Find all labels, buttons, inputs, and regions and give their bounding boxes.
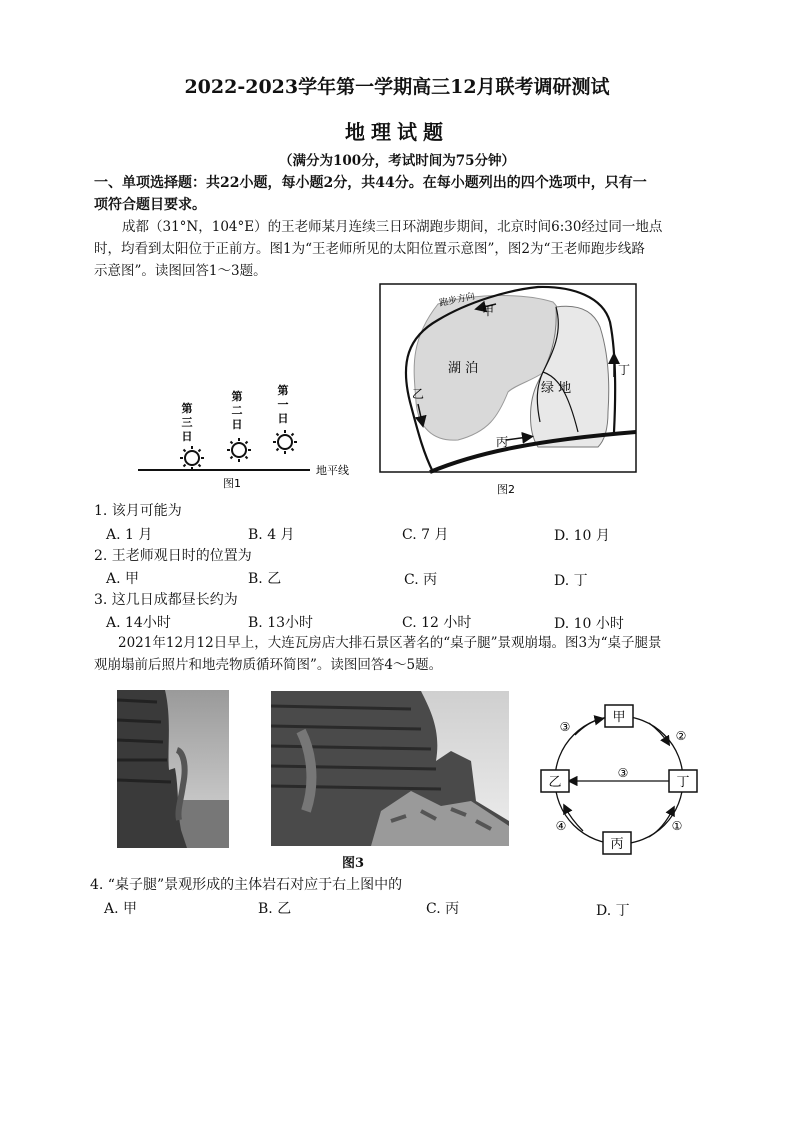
q3-option-c[interactable]: C. 12 小时 [402,615,472,631]
figure2-route-map [378,282,640,497]
q1-stem: 1. 该月可能为 [94,503,182,519]
label-circled-1: ① [671,819,683,833]
day3-label [182,401,193,443]
q2-option-c[interactable]: C. 丙 [404,572,438,588]
figure2-caption: 图2 [497,483,515,496]
svg-text:第: 第 [231,390,243,403]
passage1-line1: 成都（31°N，104°E）的王老师某月连续三日环湖跑步期间，北京时间6:30经过同一地点 [122,219,663,235]
node-ding: 丁 [676,775,690,790]
sun-icon-day3 [180,446,204,470]
q2-stem: 2. 王老师观日时的位置为 [94,548,252,564]
passage2-line1: 2021年12月12日早上，大连瓦房店大排石景区著名的“桌子腿”景观崩塌。图3为“桌子腿景 [118,635,662,651]
svg-text:一: 一 [277,398,289,411]
figure1-sun-positions [130,370,380,495]
day1-label [278,383,289,425]
node-yi: 乙 [548,775,562,790]
cycle-circle [555,716,683,844]
svg-text:二: 二 [231,404,243,417]
photo-before-collapse [117,690,229,848]
svg-text:日: 日 [181,430,193,443]
svg-text:第: 第 [277,384,289,397]
lake-label: 湖 泊 [448,361,479,376]
exam-title: 2022-2023学年第一学期高三12月联考调研测试 [184,76,610,98]
svg-text:三: 三 [181,416,193,429]
label-circled-3-mid: ③ [617,766,629,780]
figure3-caption: 图3 [342,856,365,871]
sun-icon-day2 [227,438,251,462]
q2-option-a[interactable]: A. 甲 [106,571,140,587]
q3-stem: 3. 这几日成都昼长约为 [94,592,238,608]
svg-text:第: 第 [181,402,193,415]
passage1-line3: 示意图”。读图回答1～3题。 [94,263,267,279]
passage2-line2: 观崩塌前后照片和地壳物质循环简图”。读图回答4～5题。 [94,657,443,673]
q4-option-d[interactable]: D. 丁 [596,903,630,919]
green-label: 绿 地 [541,381,572,396]
label-circled-4: ④ [555,819,567,833]
sun-icon-day1 [273,430,297,454]
q1-option-b[interactable]: B. 4 月 [248,527,295,543]
point-ding: 丁 [618,363,631,377]
horizon-label: 地平线 [316,464,349,477]
node-jia: 甲 [612,710,626,725]
rock-cycle-diagram [525,695,705,860]
q1-option-c[interactable]: C. 7 月 [402,527,449,543]
photo-after-collapse [271,691,509,846]
section-heading-line2: 项符合题目要求。 [94,197,206,213]
point-yi: 乙 [412,387,425,401]
point-bing: 丙 [496,435,509,449]
svg-text:日: 日 [277,412,289,425]
day2-label [232,389,243,431]
q3-option-d[interactable]: D. 10 小时 [554,616,624,632]
direction-label: 跑步方向 [438,291,476,309]
label-circled-3-top: ③ [559,720,571,734]
q3-option-a[interactable]: A. 14小时 [106,615,171,631]
q4-option-a[interactable]: A. 甲 [104,901,138,917]
q4-stem: 4. “桌子腿”景观形成的主体岩石对应于右上图中的 [90,877,403,893]
q1-option-a[interactable]: A. 1 月 [106,527,153,543]
q2-option-b[interactable]: B. 乙 [248,571,282,587]
point-jia: 甲 [482,304,495,318]
q4-option-c[interactable]: C. 丙 [426,901,460,917]
q4-option-b[interactable]: B. 乙 [258,901,292,917]
svg-text:日: 日 [231,418,243,431]
q2-option-d[interactable]: D. 丁 [554,573,588,589]
exam-note: （满分为100分，考试时间为75分钟） [279,153,515,169]
section-heading-line1: 一、单项选择题：共22小题，每小题2分，共44分。在每小题列出的四个选项中，只有一 [94,175,647,191]
figure1-caption: 图1 [223,477,241,490]
label-circled-2: ② [675,729,687,743]
q3-option-b[interactable]: B. 13小时 [248,615,314,631]
passage1-line2: 时，均看到太阳位于正前方。图1为“王老师所见的太阳位置示意图”，图2为“王老师跑步线路 [94,241,645,257]
subject-title: 地理试题 [345,120,449,144]
node-bing: 丙 [610,837,624,852]
q1-option-d[interactable]: D. 10 月 [554,528,610,544]
